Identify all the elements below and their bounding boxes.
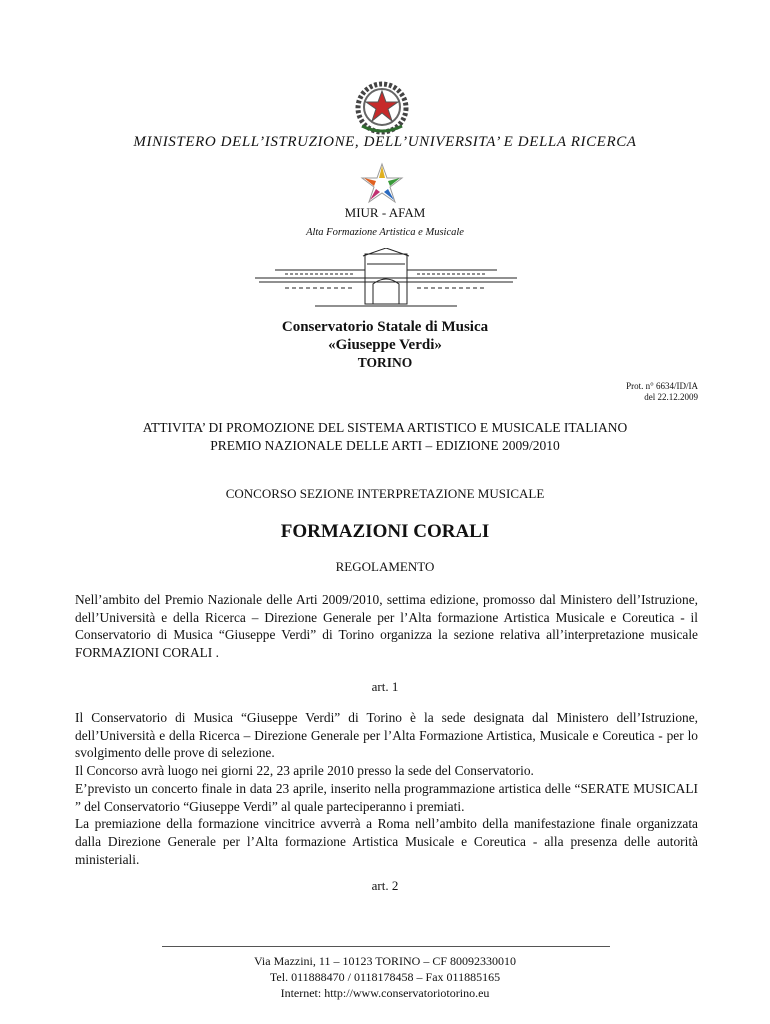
art1-sentence: E’previsto un concerto finale in data 23 aprile, inserito nella programmazione artistica delle “SERATE MUSICALI ” del Conservatorio “Giuseppe Verdi” al quale parteciperanno i premiati. [75, 780, 698, 814]
art1-body [75, 709, 698, 868]
activity-line2: PREMIO NAZIONALE DELLE ARTI – EDIZIONE 2009/2010 [210, 438, 560, 453]
activity-heading [0, 419, 770, 455]
footer [0, 953, 770, 1001]
conservatory-name [0, 318, 770, 372]
conservatory-building-icon [255, 248, 517, 310]
regolamento-heading: REGOLAMENTO [335, 559, 435, 574]
protocol-block [626, 381, 698, 403]
afam-star-logo-icon [352, 160, 412, 208]
concorso-heading: CONCORSO SEZIONE INTERPRETAZIONE MUSICALE [225, 486, 545, 501]
conservatory-line2: «Giuseppe Verdi» [328, 337, 442, 353]
ministry-heading: MINISTERO DELL’ISTRUZIONE, DELL’UNIVERSITA’ E DELLA RICERCA [133, 134, 637, 150]
footer-internet[interactable]: Internet: http://www.conservatoriotorino.eu [280, 986, 490, 1000]
afam-subtitle: Alta Formazione Artistica e Musicale [306, 227, 464, 238]
conservatory-city: TORINO [357, 355, 413, 370]
art1-heading: art. 1 [371, 679, 399, 694]
footer-phone: Tel. 011888470 / 0118178458 – Fax 011885165 [269, 970, 501, 984]
footer-address: Via Mazzini, 11 – 10123 TORINO – CF 80092330010 [253, 954, 517, 968]
protocol-number: Prot. n° 6634/ID/IA [626, 381, 698, 391]
document-title: FORMAZIONI CORALI [280, 521, 490, 542]
activity-line1: ATTIVITA’ DI PROMOZIONE DEL SISTEMA ARTISTICO E MUSICALE ITALIANO [142, 420, 628, 435]
art1-sentence: Il Conservatorio di Musica “Giuseppe Verdi” di Torino è la sede designata dal Ministero dell’Istruzione, dell’Università e della Ricerca – Direzione Generale per l’Alta Formazione Artistica, Musicale e Coreutica - per lo svolgimento delle prove di selezione. [75, 710, 698, 761]
art2-heading: art. 2 [371, 878, 399, 893]
protocol-date: del 22.12.2009 [644, 392, 698, 402]
art1-sentence: La premiazione della formazione vincitrice avverrà a Roma nell’ambito della manifestazione finale organizzata dalla Direzione Generale per l’Alta formazione Artistica Musicale e Coreutica - alla presenza delle autorità ministeriali. [75, 816, 698, 867]
intro-paragraph: Nell’ambito del Premio Nazionale delle Arti 2009/2010, settima edizione, promosso dal Ministero dell’Istruzione, dell’Università e della Ricerca – Direzione Generale per l’Alta formazione Artistica Musicale e Coreutica - il Conservatorio di Musica “Giuseppe Verdi” di Torino organizza la sezione relativa all’interpretazione musicale FORMAZIONI CORALI . [75, 592, 698, 661]
miur-afam-label: MIUR - AFAM [344, 205, 426, 220]
footer-divider [162, 946, 610, 947]
conservatory-line1: Conservatorio Statale di Musica [281, 319, 489, 335]
art1-sentence: Il Concorso avrà luogo nei giorni 22, 23 aprile 2010 presso la sede del Conservatorio. [75, 763, 534, 779]
italian-republic-emblem-icon [352, 78, 412, 138]
